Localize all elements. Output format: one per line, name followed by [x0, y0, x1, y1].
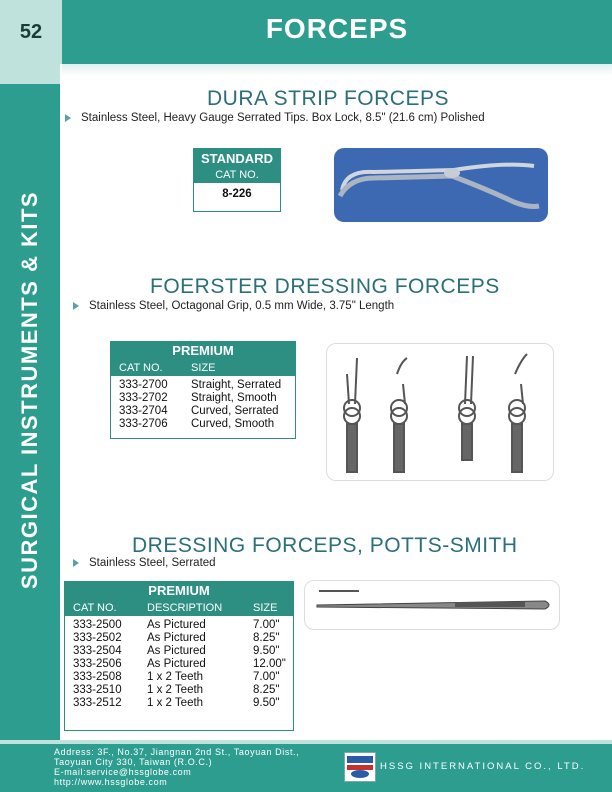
table-cell: 7.00": [253, 671, 280, 683]
table-row: [65, 697, 293, 710]
foerster-forceps-icon: [327, 344, 553, 480]
page-title: FORCEPS: [265, 13, 409, 44]
table-cell: Curved, Smooth: [191, 418, 275, 430]
table-row: [111, 379, 295, 392]
footer-address: [54, 747, 299, 787]
table-row: [65, 619, 293, 632]
table-cell: 333-2700: [119, 379, 168, 391]
website-line[interactable]: http://www.hssglobe.com: [54, 777, 168, 787]
section-description: [65, 112, 485, 124]
section-title-foerster: FOERSTER DRESSING FORCEPS: [150, 275, 500, 298]
table-cell: 333-2510: [73, 684, 122, 696]
company-logo: [344, 752, 376, 782]
table-cell: 9.50": [253, 697, 280, 709]
sidebar-top-strip: [0, 64, 60, 84]
table-cell: 1 x 2 Teeth: [147, 684, 204, 696]
address-line: Taoyuan City 330, Taiwan (R.O.C.): [54, 757, 213, 767]
table-row: [65, 671, 293, 684]
table-row: [65, 632, 293, 645]
table-row: [65, 684, 293, 697]
table-cell: Straight, Serrated: [191, 379, 282, 391]
table-row: [65, 658, 293, 671]
foerster-forceps-image: [326, 343, 554, 481]
column-header: SIZE: [191, 362, 216, 374]
table-cell: 9.50": [253, 645, 280, 657]
column-header: DESCRIPTION: [147, 602, 223, 614]
table-cell: 333-2702: [119, 392, 168, 404]
table-cell: 333-2500: [73, 619, 122, 631]
column-header: SIZE: [253, 602, 278, 614]
hssg-logo-icon: [345, 753, 375, 781]
header-bar: [62, 0, 612, 64]
potts-smith-table: [64, 581, 294, 731]
table-cell: 333-2704: [119, 405, 168, 417]
foerster-table: [110, 341, 296, 439]
table-grade: STANDARD: [194, 149, 280, 167]
table-row: [65, 645, 293, 658]
table-cell: Straight, Smooth: [191, 392, 277, 404]
potts-smith-forceps-image: [304, 580, 560, 630]
table-cell: 7.00": [253, 619, 280, 631]
email-line[interactable]: E-mail:service@hssglobe.com: [54, 767, 192, 777]
table-cell: 8.25": [253, 632, 280, 644]
section-description: [73, 300, 394, 312]
table-cell: 1 x 2 Teeth: [147, 697, 204, 709]
standard-table: [193, 148, 281, 212]
table-cell: 333-2506: [73, 658, 122, 670]
potts-smith-forceps-icon: [305, 581, 559, 629]
section-title-dura-strip: DURA STRIP FORCEPS: [207, 87, 449, 110]
table-cell: 333-2706: [119, 418, 168, 430]
table-cell: 8.25": [253, 684, 280, 696]
table-row: [111, 392, 295, 405]
table-column-header: CAT NO.: [194, 167, 280, 183]
cat-no-value: 8-226: [222, 188, 252, 200]
page-number-box: [0, 0, 62, 64]
table-cell: As Pictured: [147, 658, 206, 670]
table-cell: Curved, Serrated: [191, 405, 279, 417]
section-description: [73, 557, 216, 569]
table-cell: As Pictured: [147, 632, 206, 644]
table-cell: 12.00": [253, 658, 286, 670]
description-text: Stainless Steel, Serrated: [89, 557, 216, 569]
dura-strip-forceps-icon: [334, 148, 548, 222]
table-grade: PREMIUM: [65, 582, 293, 600]
table-body: [111, 376, 295, 431]
company-name: HSSG INTERNATIONAL CO., LTD.: [380, 761, 586, 772]
table-body: [65, 616, 293, 710]
table-grade: PREMIUM: [111, 342, 295, 360]
table-cell: As Pictured: [147, 645, 206, 657]
table-cell: As Pictured: [147, 619, 206, 631]
table-cell: 333-2512: [73, 697, 122, 709]
table-cell: 333-2508: [73, 671, 122, 683]
section-title-potts-smith: DRESSING FORCEPS, POTTS-SMITH: [132, 534, 518, 557]
table-cell: 333-2504: [73, 645, 122, 657]
table-column-headers: [111, 360, 295, 376]
address-line: Address: 3F., No.37, Jiangnan 2nd St., Taoyuan Dist.,: [54, 747, 300, 757]
table-row: [111, 405, 295, 418]
table-column-headers: [65, 600, 293, 616]
dura-strip-forceps-image: [334, 148, 548, 222]
table-row: [111, 418, 295, 431]
table-cell: 1 x 2 Teeth: [147, 671, 204, 683]
page-number: 52: [19, 20, 43, 43]
description-text: Stainless Steel, Heavy Gauge Serrated Tips. Box Lock, 8.5" (21.6 cm) Polished: [81, 112, 485, 124]
description-text: Stainless Steel, Octagonal Grip, 0.5 mm Wide, 3.75" Length: [89, 300, 395, 312]
sidebar-title: SURGICAL INSTRUMENTS & KITS: [17, 190, 42, 590]
header-shadow: [62, 64, 612, 76]
column-header: CAT NO.: [73, 602, 117, 614]
bullet-icon: [73, 302, 79, 310]
table-cell: 333-2502: [73, 632, 122, 644]
bullet-icon: [73, 559, 79, 567]
column-header: CAT NO.: [119, 362, 163, 374]
bullet-icon: [65, 114, 71, 122]
